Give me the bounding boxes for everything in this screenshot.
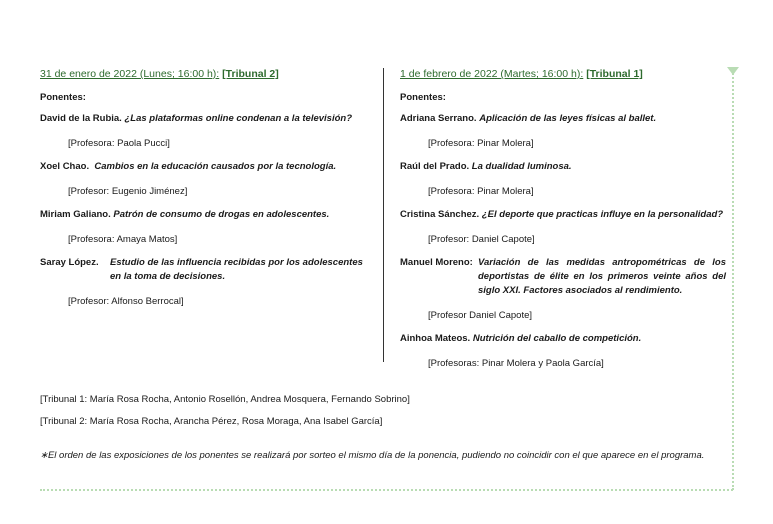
footnote: ∗El orden de las exposiciones de los ponentes se realizará por sorteo el mismo día de la ponencia, pudiendo no coincidir con el que aparece en el programa. xyxy=(40,450,705,461)
decorative-border-bottom xyxy=(40,489,733,491)
session-date-line xyxy=(40,68,370,80)
talk-title: Cambios en la educación causados por la tecnología. xyxy=(94,161,337,172)
supervisor: [Profesoras: Pinar Molera y Paola García] xyxy=(428,358,604,369)
speaker-name: Manuel Moreno: xyxy=(400,257,473,268)
talk-entry xyxy=(400,256,726,298)
talk-title: Variación de las medidas antropométricas de los deportistas de élite en los primeros veinte años del siglo XXI. Factores asociados al rendimiento. xyxy=(478,257,726,296)
ponentes-label: Ponentes: xyxy=(40,92,86,103)
talk-entry xyxy=(40,256,370,284)
talk-title: La dualidad luminosa. xyxy=(471,161,572,172)
speaker-name: Cristina Sánchez. xyxy=(400,209,480,220)
talk-entry xyxy=(400,160,726,174)
supervisor: [Profesor: Eugenio Jiménez] xyxy=(68,186,188,197)
talk-entry xyxy=(400,208,726,222)
speaker-name: Adriana Serrano. xyxy=(400,113,477,124)
speaker-name: Ainhoa Mateos. xyxy=(400,333,471,344)
talk-title: Patrón de consumo de drogas en adolescentes. xyxy=(113,209,330,220)
talk-entry xyxy=(400,332,726,346)
speaker-name: Xoel Chao. xyxy=(40,161,90,172)
supervisor: [Profesora: Amaya Matos] xyxy=(68,234,178,245)
supervisor: [Profesor Daniel Capote] xyxy=(428,310,533,321)
talk-title: Aplicación de las leyes físicas al ballet. xyxy=(479,113,657,124)
session-date: 31 de enero de 2022 (Lunes; 16:00 h): xyxy=(40,68,220,80)
session-tribunal: [Tribunal 2] xyxy=(222,68,279,80)
talk-title: Nutrición del caballo de competición. xyxy=(472,333,642,344)
talk-entry xyxy=(400,112,726,126)
talk-title: Estudio de las influencia recibidas por los adolescentes en la toma de decisiones. xyxy=(110,257,363,282)
supervisor: [Profesora: Pinar Molera] xyxy=(428,138,534,149)
supervisor: [Profesor: Alfonso Berrocal] xyxy=(68,296,184,307)
talk-entry xyxy=(40,160,370,174)
session-date: 1 de febrero de 2022 (Martes; 16:00 h): xyxy=(400,68,584,80)
speaker-name: Miriam Galiano. xyxy=(40,209,111,220)
talk-entry xyxy=(40,112,370,126)
column-divider xyxy=(383,68,384,362)
talk-entry xyxy=(40,208,370,222)
session-left xyxy=(40,68,370,318)
talk-title: ¿El deporte que practicas influye en la personalidad? xyxy=(481,209,724,220)
supervisor: [Profesora: Paola Pucci] xyxy=(68,138,170,149)
speaker-name: Saray López. xyxy=(40,257,99,268)
decorative-border-right xyxy=(732,70,734,490)
session-date-line xyxy=(400,68,726,80)
ponentes-label: Ponentes: xyxy=(400,92,446,103)
session-right xyxy=(400,68,726,380)
speaker-name: David de la Rubia. xyxy=(40,113,122,124)
talk-title: ¿Las plataformas online condenan a la televisión? xyxy=(124,113,352,124)
tribunal-2-members: [Tribunal 2: María Rosa Rocha, Arancha Pérez, Rosa Moraga, Ana Isabel García] xyxy=(40,416,383,427)
border-corner-arrow-icon xyxy=(727,67,739,75)
session-tribunal: [Tribunal 1] xyxy=(586,68,643,80)
tribunal-1-members: [Tribunal 1: María Rosa Rocha, Antonio Rosellón, Andrea Mosquera, Fernando Sobrino] xyxy=(40,394,410,405)
supervisor: [Profesora: Pinar Molera] xyxy=(428,186,534,197)
supervisor: [Profesor: Daniel Capote] xyxy=(428,234,535,245)
speaker-name: Raúl del Prado. xyxy=(400,161,470,172)
